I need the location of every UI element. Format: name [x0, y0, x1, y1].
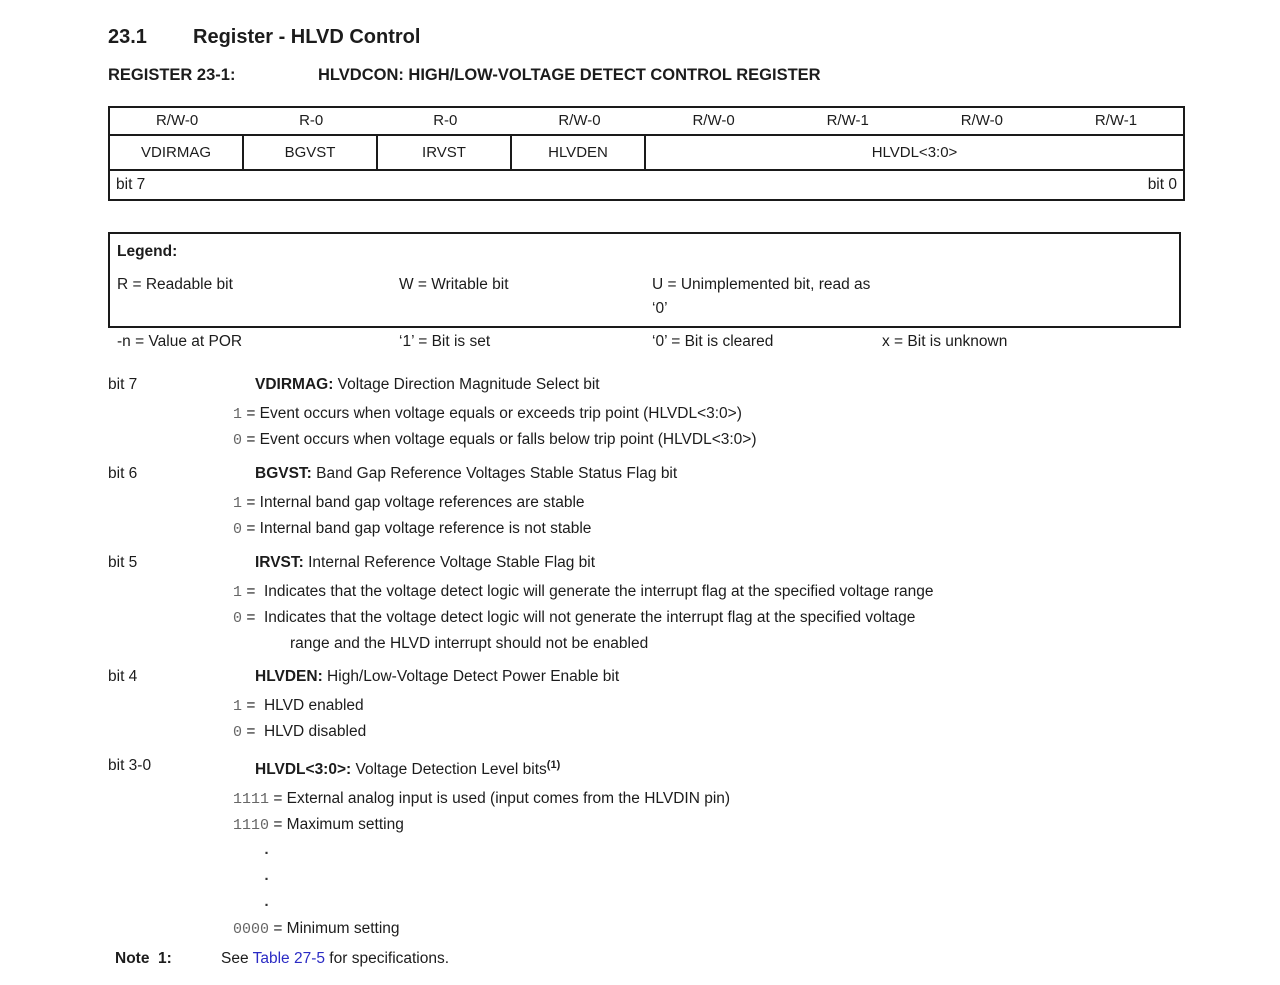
bit-body	[233, 368, 1183, 453]
bit-msb-label: bit 7	[116, 176, 146, 193]
bit-body	[233, 660, 1183, 745]
bit-name-line	[233, 550, 1183, 575]
bit-lsb-label: bit 0	[1147, 176, 1177, 193]
bit-label: bit 6	[108, 465, 138, 482]
bit-value-code: 1	[233, 495, 243, 512]
bit-value-code: 0000	[233, 921, 270, 938]
bit-type-cell: R/W-0	[960, 112, 1003, 129]
bit-value-line	[233, 693, 1183, 719]
bit-value-text: = HLVD enabled	[242, 697, 364, 714]
bit-value-text: = External analog input is used (input comes from the HLVDIN pin)	[269, 790, 731, 807]
legend-bit-set: ‘1’ = Bit is set	[399, 333, 491, 350]
footnote-post: for specifications.	[325, 950, 450, 967]
register-heading	[108, 66, 821, 85]
bit4-block	[108, 660, 1183, 745]
bit-name-row	[110, 136, 1183, 171]
bit-value-line	[233, 812, 1183, 838]
bit3-0-block	[108, 749, 1183, 942]
bit-desc: Internal Reference Voltage Stable Flag bit	[303, 554, 596, 571]
legend-title: Legend:	[117, 243, 178, 260]
bit-body	[233, 546, 1183, 656]
bit-type-cell: R/W-1	[826, 112, 869, 129]
bit-value-text: = Event occurs when voltage equals or falls below trip point (HLVDL<3:0>)	[242, 431, 757, 448]
bit-name-cell: IRVST	[378, 136, 512, 169]
bit-desc: High/Low-Voltage Detect Power Enable bit	[322, 668, 620, 685]
bit-name: HLVDEN:	[255, 668, 323, 685]
bit-value-line	[233, 605, 1183, 631]
bit-name-cell: BGVST	[244, 136, 378, 169]
bit-desc: Band Gap Reference Voltages Stable Status Flag bit	[311, 465, 678, 482]
bit-value-text: = HLVD disabled	[242, 723, 367, 740]
bit-value-code: 1	[233, 584, 243, 601]
bit-label: bit 4	[108, 668, 138, 685]
section-heading	[108, 26, 420, 49]
bit-value-code: 1	[233, 698, 243, 715]
bit-body	[233, 749, 1183, 942]
bit-value-code: 1	[233, 406, 243, 423]
bit-label: bit 3-0	[108, 757, 152, 774]
bit-name: IRVST:	[255, 554, 304, 571]
bit-body	[233, 457, 1183, 542]
bit-value-line	[233, 916, 1183, 942]
legend-readable: R = Readable bit	[117, 276, 233, 293]
footnote-pre: See	[221, 950, 253, 967]
ellipsis-dot: .	[262, 894, 272, 911]
bit-value-code: 0	[233, 432, 243, 449]
bit-value-text: = Internal band gap voltage reference is not stable	[242, 520, 592, 537]
bit-desc: Voltage Direction Magnitude Select bit	[333, 376, 600, 393]
footnote-text	[221, 946, 449, 971]
bit-type-cell: R/W-0	[692, 112, 735, 129]
bit-name-cell: HLVDL<3:0>	[871, 144, 958, 161]
section-title-text: Register - HLVD Control	[193, 26, 421, 48]
bit6-block	[108, 457, 1183, 542]
bit-value-code: 0	[233, 610, 243, 627]
bit-value-line	[233, 786, 1183, 812]
legend-por: -n = Value at POR	[117, 333, 243, 350]
register-bit-table	[108, 106, 1185, 201]
register-title-text: HLVDCON: HIGH/LOW-VOLTAGE DETECT CONTROL REGISTER	[318, 66, 821, 84]
bit-value-line	[233, 490, 1183, 516]
bit-descriptions	[108, 368, 1183, 971]
bit5-block	[108, 546, 1183, 656]
bit-value-code: 1110	[233, 817, 270, 834]
bit-label: bit 5	[108, 554, 138, 571]
footnote-label: Note 1:	[115, 950, 172, 967]
footnote	[108, 946, 1183, 971]
bit-type-cell: R/W-0	[558, 112, 601, 129]
legend-bit-unknown: x = Bit is unknown	[882, 333, 1008, 350]
bit-value-code: 0	[233, 724, 243, 741]
bit-name-line	[233, 372, 1183, 397]
legend-row	[117, 273, 1179, 321]
bit-value-text: = Internal band gap voltage references are stable	[242, 494, 585, 511]
ellipsis-dot: .	[262, 868, 272, 885]
bit7-block	[108, 368, 1183, 453]
bit-value-line	[233, 579, 1183, 605]
legend-bit-cleared: ‘0’ = Bit is cleared	[652, 333, 774, 350]
bit-value-line	[233, 401, 1183, 427]
bit-type-cell: R/W-0	[155, 112, 199, 129]
bit-value-continuation: range and the HLVD interrupt should not be enabled	[290, 635, 649, 652]
ellipsis-dot: .	[262, 842, 272, 859]
register-label: REGISTER 23-1:	[108, 66, 236, 84]
bit-name-cell: HLVDEN	[512, 136, 646, 169]
bit-name: HLVDL<3:0>:	[255, 761, 352, 778]
section-number: 23.1	[108, 26, 147, 48]
bit-value-line	[233, 516, 1183, 542]
bit-name-cell: VDIRMAG	[110, 136, 244, 169]
legend-row	[117, 330, 1179, 354]
footnote-ref: (1)	[546, 759, 561, 771]
bit-name-line	[233, 461, 1183, 486]
legend-box	[108, 232, 1181, 350]
bit-value-text: = Minimum setting	[269, 920, 400, 937]
bit-value-text: = Indicates that the voltage detect logic will not generate the interrupt flag at the specified voltage	[242, 609, 916, 626]
bit-type-cell: R/W-1	[1094, 112, 1138, 129]
bit-value-code: 0	[233, 521, 243, 538]
bit-value-code: 1111	[233, 791, 270, 808]
bit-range-row	[110, 171, 1183, 199]
bit-value-line	[233, 427, 1183, 453]
bit-value-text: = Indicates that the voltage detect logic will generate the interrupt flag at the specified voltage range	[242, 583, 934, 600]
bit-label: bit 7	[108, 376, 138, 393]
bit-name: BGVST:	[255, 465, 312, 482]
table-27-5-link[interactable]: Table 27-5	[252, 950, 325, 967]
bit-value-text: = Maximum setting	[269, 816, 404, 833]
bit-type-cell: R-0	[299, 112, 324, 129]
legend-unimplemented: U = Unimplemented bit, read as ‘0’	[652, 276, 871, 317]
bit-desc: Voltage Detection Level bits	[351, 761, 547, 778]
bit-name: VDIRMAG:	[255, 376, 334, 393]
legend-writable: W = Writable bit	[399, 276, 509, 293]
bit-name-line	[233, 753, 1183, 782]
bit-name-line	[233, 664, 1183, 689]
bit-type-row	[110, 108, 1183, 136]
bit-type-cell: R-0	[433, 112, 458, 129]
bit-value-text: = Event occurs when voltage equals or exceeds trip point (HLVDL<3:0>)	[242, 405, 742, 422]
bit-value-line	[233, 719, 1183, 745]
